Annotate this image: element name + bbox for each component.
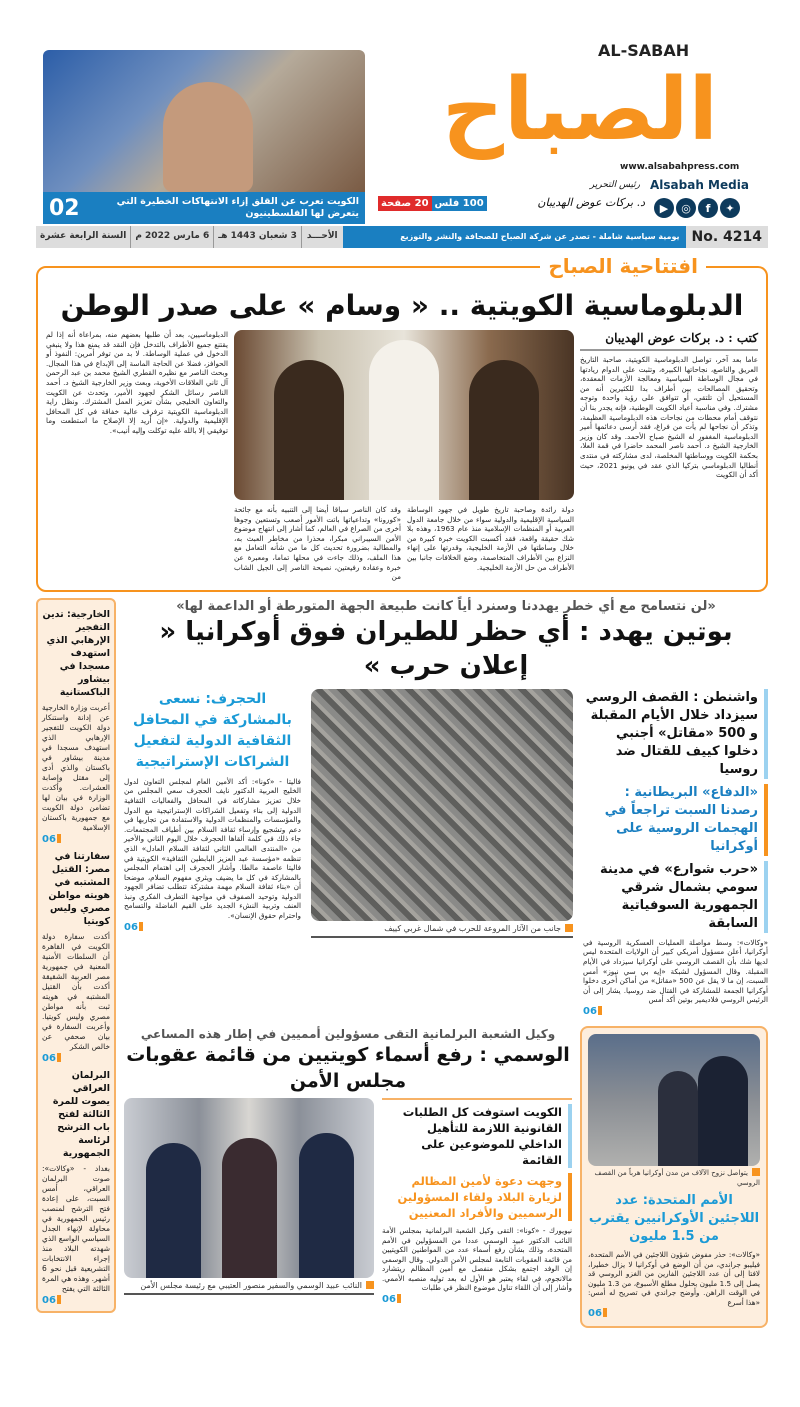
- person-figure: [369, 340, 439, 500]
- sidebar-b2: أكدت سفارة دولة الكويت في القاهرة أن السلطات الأمنية المعنية في جمهورية مصر العربية الشقيقة أكدت بأن القتيل المشتبه في هويته ثبت بأنه مواطن مصري وليس كويتيا. وأعربت السفارة في بيان صحفي عن خالص الشكر: [42, 931, 110, 1051]
- refugees-photo-caption: يتواصل نزوح الآلاف من مدن أوكرانيا هرباً من القصف الروسي: [588, 1166, 760, 1190]
- facebook-icon[interactable]: f: [698, 198, 718, 218]
- person-figure: [222, 1138, 277, 1278]
- wasmi-page-ref[interactable]: 06: [382, 1293, 572, 1306]
- refugees-page-ref[interactable]: 06: [588, 1307, 760, 1320]
- top-story-page: 02: [49, 195, 80, 221]
- year: السنة الرابعة عشرة: [36, 226, 131, 248]
- editorial-col-right: عاما بعد آخر، تواصل الدبلوماسية الكويتية، صاحبة التاريخ العريق والناصع، نجاحاتها الكبيرة، وتثبت على الدوام ريادتها في مجال الوساطة السياسية ومعالجة الأزمات المعقدة، وتحقيق المصالحات بين أطراف بدا للكثيرين أنه من المستحيل أن تلتقي، أو تتوافق على رؤية واحدة وتوجه مشترك. وفي مناسبة أعياد الكويت الوطنية، فإنه يجدر بنا أن نتوقف أمام محطات من نجاحات هذه الدبلوماسية العظيمة، وتذكر أن نجاحها لم يأت من فراغ، فقد أرسى دعائمها أمير الدبلوماسية المغفور له الشيخ صباح الأحمد. وقد كان وزير الخارجية الشيخ د. أحمد ناصر المحمد حاضرا في قمة العلا، بحكمة الكويت ووساطتها المخلصة، لدى مشاركته في منتدى أنطاليا الدبلوماسي بتركيا الذي عقد في يونيو 2021، حيث أكد أن الكويت: [580, 355, 759, 480]
- person-figure: [469, 360, 539, 500]
- website[interactable]: www.alsabahpress.com: [620, 162, 740, 172]
- date-gregorian: 6 مارس 2022 م: [131, 226, 214, 248]
- editorial-byline: كتب : د. بركات عوض الهديبان: [580, 330, 758, 351]
- person-figure: [274, 360, 344, 500]
- sidebar-box: [36, 598, 116, 1313]
- day: الأحـــد: [306, 231, 338, 241]
- lower-section: [36, 598, 768, 1329]
- price-badge: [378, 196, 487, 211]
- youtube-icon[interactable]: ▶: [654, 198, 674, 218]
- logo: الصباح: [442, 60, 718, 160]
- wasmi-headline[interactable]: الوسمي : رفع أسماء كويتيين من قائمة عقوبات مجلس الأمن: [126, 1043, 570, 1092]
- pages-count: 20 صفحة: [378, 196, 432, 211]
- sidebar-h1[interactable]: الخارجية: تدين التفجير الإرهابي الذي استهدف مسجدا في بيشاور الباكستانية: [42, 608, 110, 698]
- putin-photo[interactable]: [311, 689, 573, 921]
- issue-number: No. 4214: [691, 229, 762, 245]
- hajraf-page-ref[interactable]: 06: [124, 921, 301, 934]
- putin-sub1: واشنطن : القصف الروسي سيزداد خلال الأيام المقبلة و 500 «مقاتل» أجنبي دخلوا كييف للقتال ضد روسيا: [583, 689, 768, 779]
- refugees-body: «وكالات»: حذر مفوض شؤون اللاجئين في الأمم المتحدة، فيليبو جراندي، من أن الوضع في أوكرانيا لا يزال خطيرا، لافتا إلى أن عدد اللاجئين الفارين من الغزو الروسي قد يصل إلى 1.5 مليون بحلول مطلع الأسبوع، من 1.3 مليون في الوقت الراهن. وأوضح جراندي في تصريح له أمس: «هذا أسرع: [588, 1249, 760, 1307]
- editorial-headline[interactable]: الدبلوماسية الكويتية .. « وسام » على صدر الوطن: [60, 289, 744, 322]
- wasmi-photo[interactable]: [124, 1098, 374, 1278]
- wasmi-kicker: وكيل الشعبة البرلمانية التقى مسؤولين أمميين في إطار هذه المساعي: [140, 1026, 556, 1041]
- social-icons: [652, 198, 740, 218]
- sidebar-h3[interactable]: البرلمان العراقي يصوت للمرة الثالثة لفتح باب الترشح لرئاسة الجمهورية: [52, 1069, 110, 1159]
- putin-kicker: «لن نتسامح مع أي خطر يهددنا وسنرد أياً كانت طبيعة الجهة المتورطة أو الداعمة لها»: [176, 598, 716, 614]
- editorial-col-mid-left: وقد كان الناصر سباقا أيضا إلى التنبيه بأنه مع جائحة «كورونا» وتداعياتها باتت الأمور أصعب وتستعين وجوها أخرى من الصراع في العالم، كما أشار إلى انتهاج موضوع الأمن السيبراني مبكرا، محذرا من مخاطر العبث به، والمطالبة بضرورة تحديث كل ما من شأنه التعامل مع هذا الملف، وذلك جاءت في محلها تماما، ومعبرة عن خبرة وعقادة رفيعتين، نصيحة الناصر إلى الجيل الشاب من: [234, 505, 401, 582]
- editorial-col-left: الدبلوماسيين، بعد أن طلبها بعضهم منه، بمراعاة أنه إذا لم يقتنع جميع الأطراف بالتدخل فإن النقد قد يمنع هذا ولا ينبغي الدخول في عملية الوساطة. لا بد من توفر أمرين: النفوذ أو الحوافز، فضلا عن الحاجة الماسة إلى الإبداع في هذا المجال. وبحث الناصر مع نظيره القطري الشيخ محمد بن عبد الرحمن آل ثاني العلاقات الأخوية، وبعث وزير الخارجية الشيخ د. أحمد الناصر رسائل الشكر لجهود الأمير، وتحدث عن الكويت والتعاون الخليجي بشأن تعزيز العمل المشترك. ونظل راية الدبلوماسية الكويتية ترفرف عالية خفاقة في كل المحافل الإقليمية والدولية. «إن أريد إلا الإصلاح ما استطعت وما توفيقي إلا بالله عليه توكلت وإليه أنيب».: [46, 330, 228, 435]
- price: 100 فلس: [432, 196, 487, 211]
- editor-signature: د. بركات عوض الهديبان: [537, 196, 645, 209]
- info-bar: [36, 226, 768, 248]
- person-figure: [299, 1133, 354, 1278]
- editor-title: رئيس التحرير: [589, 180, 640, 190]
- putin-page-ref[interactable]: 06: [583, 1005, 768, 1018]
- refugees-photo[interactable]: [588, 1034, 760, 1166]
- hajraf-body: فاليتا - «كونا»: أكد الأمين العام لمجلس التعاون لدول الخليج العربية الدكتور نايف الحجرف سعي المجلس من خلال تعزيز مشاركاته في المحافل والفعاليات الثقافية الدولية إلى بناء وتفعيل الشراكات الإستراتيجية مع الدول والمؤسسات والمنظمات الدولية والاستفادة من تجاربها في دعم وتشجيع وإرساء ثقافة السلام بين أطياف المجتمعات. جاء ذلك في كلمة ألقاها الحجرف خلال اليوم الثاني والأخير من «المنتدى العالمي الثاني لثقافة السلام العادل» الذي تنظمه «مؤسسة عبد العزيز البابطين الثقافية» الكويتية في فاليتا عاصمة مالطا. وأشار الحجرف إلى اهتمام المجلس بالمشاركة في كل ما يضيف ويثري مفهوم السلام، موضحا أن «بناء ثقافة السلام مهمة مشتركة تتطلب تضافر الجهود الدولية وتوحيد الصفوف في مواجهة التطرف الفكري ونبذ العنف وتربية النشء الجديد على القيم الفاضلة والتسامح واحترام حقوق الإنسان».: [124, 776, 301, 921]
- wasmi-body: نيويورك - «كونا»: التقى وكيل الشعبة البرلمانية بمجلس الأمة النائب الدكتور عبيد الوسمي عددا من المسؤولين في الأمم المتحدة، وذلك بشأن رفع أسماء عدد من المواطنين الكويتيين من قائمة العقوبات التابعة لمجلس الأمن الدولي. وقال الوسمي إن الوفد اجتمع بشكل منفصل مع أمين المظالم ريتشارد مالانجوم، في لقاء يعتبر هو الأول له بعد توليه منصبه الأممي. وأشار إلى أن اللقاء تناول موضوع النظر في طلبات: [382, 1225, 572, 1293]
- editorial-label: افتتاحية الصباح: [540, 254, 706, 278]
- refugees-box: [580, 1026, 768, 1329]
- top-story-bar[interactable]: [43, 192, 365, 224]
- hajraf-headline[interactable]: الحجرف: نسعى بالمشاركة في المحافل الثقافية الدولية لتفعيل الشراكات الإستراتيجية: [133, 690, 292, 770]
- masthead: [0, 0, 800, 250]
- person-silhouette: [163, 82, 253, 192]
- date-hijri: 3 شعبان 1443 هـ: [214, 226, 302, 248]
- logo-en: AL-SABAH: [598, 41, 690, 60]
- top-story-title: الكويت تعرب عن القلق إزاء الانتهاكات الخطيرة التي يتعرض لها الفلسطينيون: [116, 196, 359, 219]
- person-figure: [658, 1071, 698, 1166]
- media-label: Alsabah Media: [650, 178, 749, 192]
- sidebar-h2[interactable]: سفارتنا في مصر: القتيل المشتبه في هويته مواطن مصري وليس كويتيا: [48, 850, 110, 927]
- putin-sub2: «الدفاع» البريطانية : رصدنا السبت تراجعاً في الهجمات الروسية على أوكرانيا: [583, 784, 768, 856]
- person-figure: [698, 1056, 748, 1166]
- editorial-box: [36, 254, 768, 592]
- sidebar-ref1[interactable]: 06: [42, 833, 110, 846]
- tagline: يومية سياسية شاملة - تصدر عن شركة الصباح للصحافة والنشر والتوزيع: [343, 226, 686, 248]
- sidebar-b3: بغداد - «وكالات»: صوت البرلمان العراقي، أمس السبت، على إعادة فتح الترشح لمنصب رئيس الجمهورية في محاولة لإنهاء الجدل السياسي الواسع الذي شهدته البلاد منذ إجراء الانتخابات التشريعية قبل نحو 6 أشهر. وهذه هي المرة الثالثة التي يفتح: [42, 1163, 110, 1293]
- refugees-headline[interactable]: الأمم المتحدة: عدد اللاجئين الأوكرانيين يقترب من 1.5 مليون: [588, 1192, 760, 1244]
- editorial-col-mid-right: دولة رائدة وصاحبة تاريخ طويل في جهود الوساطة السياسية الإقليمية والدولية سواء من خلال جامعة الدول العربية أو المنظمات الإسلامية منذ عام 1963، وهذه بلا شك حقيقة واقعة، فقد أكسبت الكويت خبرة كبيرة من خلال وساطتها في الأزمة الخليجية، وقدرتها على إنهاء النزاع بين الأطراف المتخاصمة، وضع الخلافات جانبا بين الأطراف من حل الأزمة الخليجية.: [407, 505, 574, 572]
- wasmi-sub1: الكويت استوفت كل الطلبات القانونية اللازمة للتأهيل الداخلي للموضوعين على القائمة: [382, 1104, 572, 1168]
- editorial-photo[interactable]: [234, 330, 574, 500]
- putin-body: «وكالات»: وسط مواصلة العمليات العسكرية الروسية في أوكرانيا، أعلن مسؤول أمريكي كبير أن الولايات المتحدة ليس لديها شك بأن القصف الروسي على أوكرانيا سيزداد في الأيام المقبلة. وقال المسؤول لشبكة «إيه بي سي نيوز» أمس السبت، إن ما لا يقل عن 500 «مقاتل» من أماكن أخرى دخلوا أوكرانيا الجمعة للمشاركة في القتال ضد روسيا. يشار إلى أن الرئيس الروسي فلاديمير بوتين أكد أمس: [583, 937, 769, 1005]
- person-figure: [146, 1143, 201, 1278]
- instagram-icon[interactable]: ◎: [676, 198, 696, 218]
- editorial-columns: [46, 330, 758, 582]
- twitter-icon[interactable]: ✦: [720, 198, 740, 218]
- putin-sub3: «حرب شوارع» في مدينة سومي بشمال شرقي الجمهورية السوفياتية السابقة: [583, 861, 768, 933]
- top-story-photo[interactable]: [43, 50, 365, 192]
- sidebar-b1: أعربت وزارة الخارجية عن إدانة واستنكار دولة الكويت للتفجير الإرهابي الذي استهدف مسجدا في مدينة بيشاور في باكستان والذي أدى إلى مقتل وإصابة العشرات. وأكدت الوزارة في بيان لها تضامن دولة الكويت مع جمهورية باكستان الإسلامية: [42, 702, 110, 832]
- sidebar-ref2[interactable]: 06: [42, 1052, 110, 1065]
- wasmi-photo-caption: النائب عبيد الوسمي والسفير منصور العتيبي مع رئيسة مجلس الأمن: [124, 1278, 374, 1295]
- wasmi-sub2: وجهت دعوة لأمين المظالم لزيارة البلاد ولقاء المسؤولين الرسميين والأفراد المعنيين: [382, 1173, 572, 1221]
- putin-headline[interactable]: بوتين يهدد : أي حظر للطيران فوق أوكرانيا « إعلان حرب »: [159, 616, 733, 681]
- putin-photo-caption: جانب من الآثار المروعة للحرب في شمال غربي كييف: [311, 921, 573, 938]
- sidebar-ref3[interactable]: 06: [42, 1294, 110, 1307]
